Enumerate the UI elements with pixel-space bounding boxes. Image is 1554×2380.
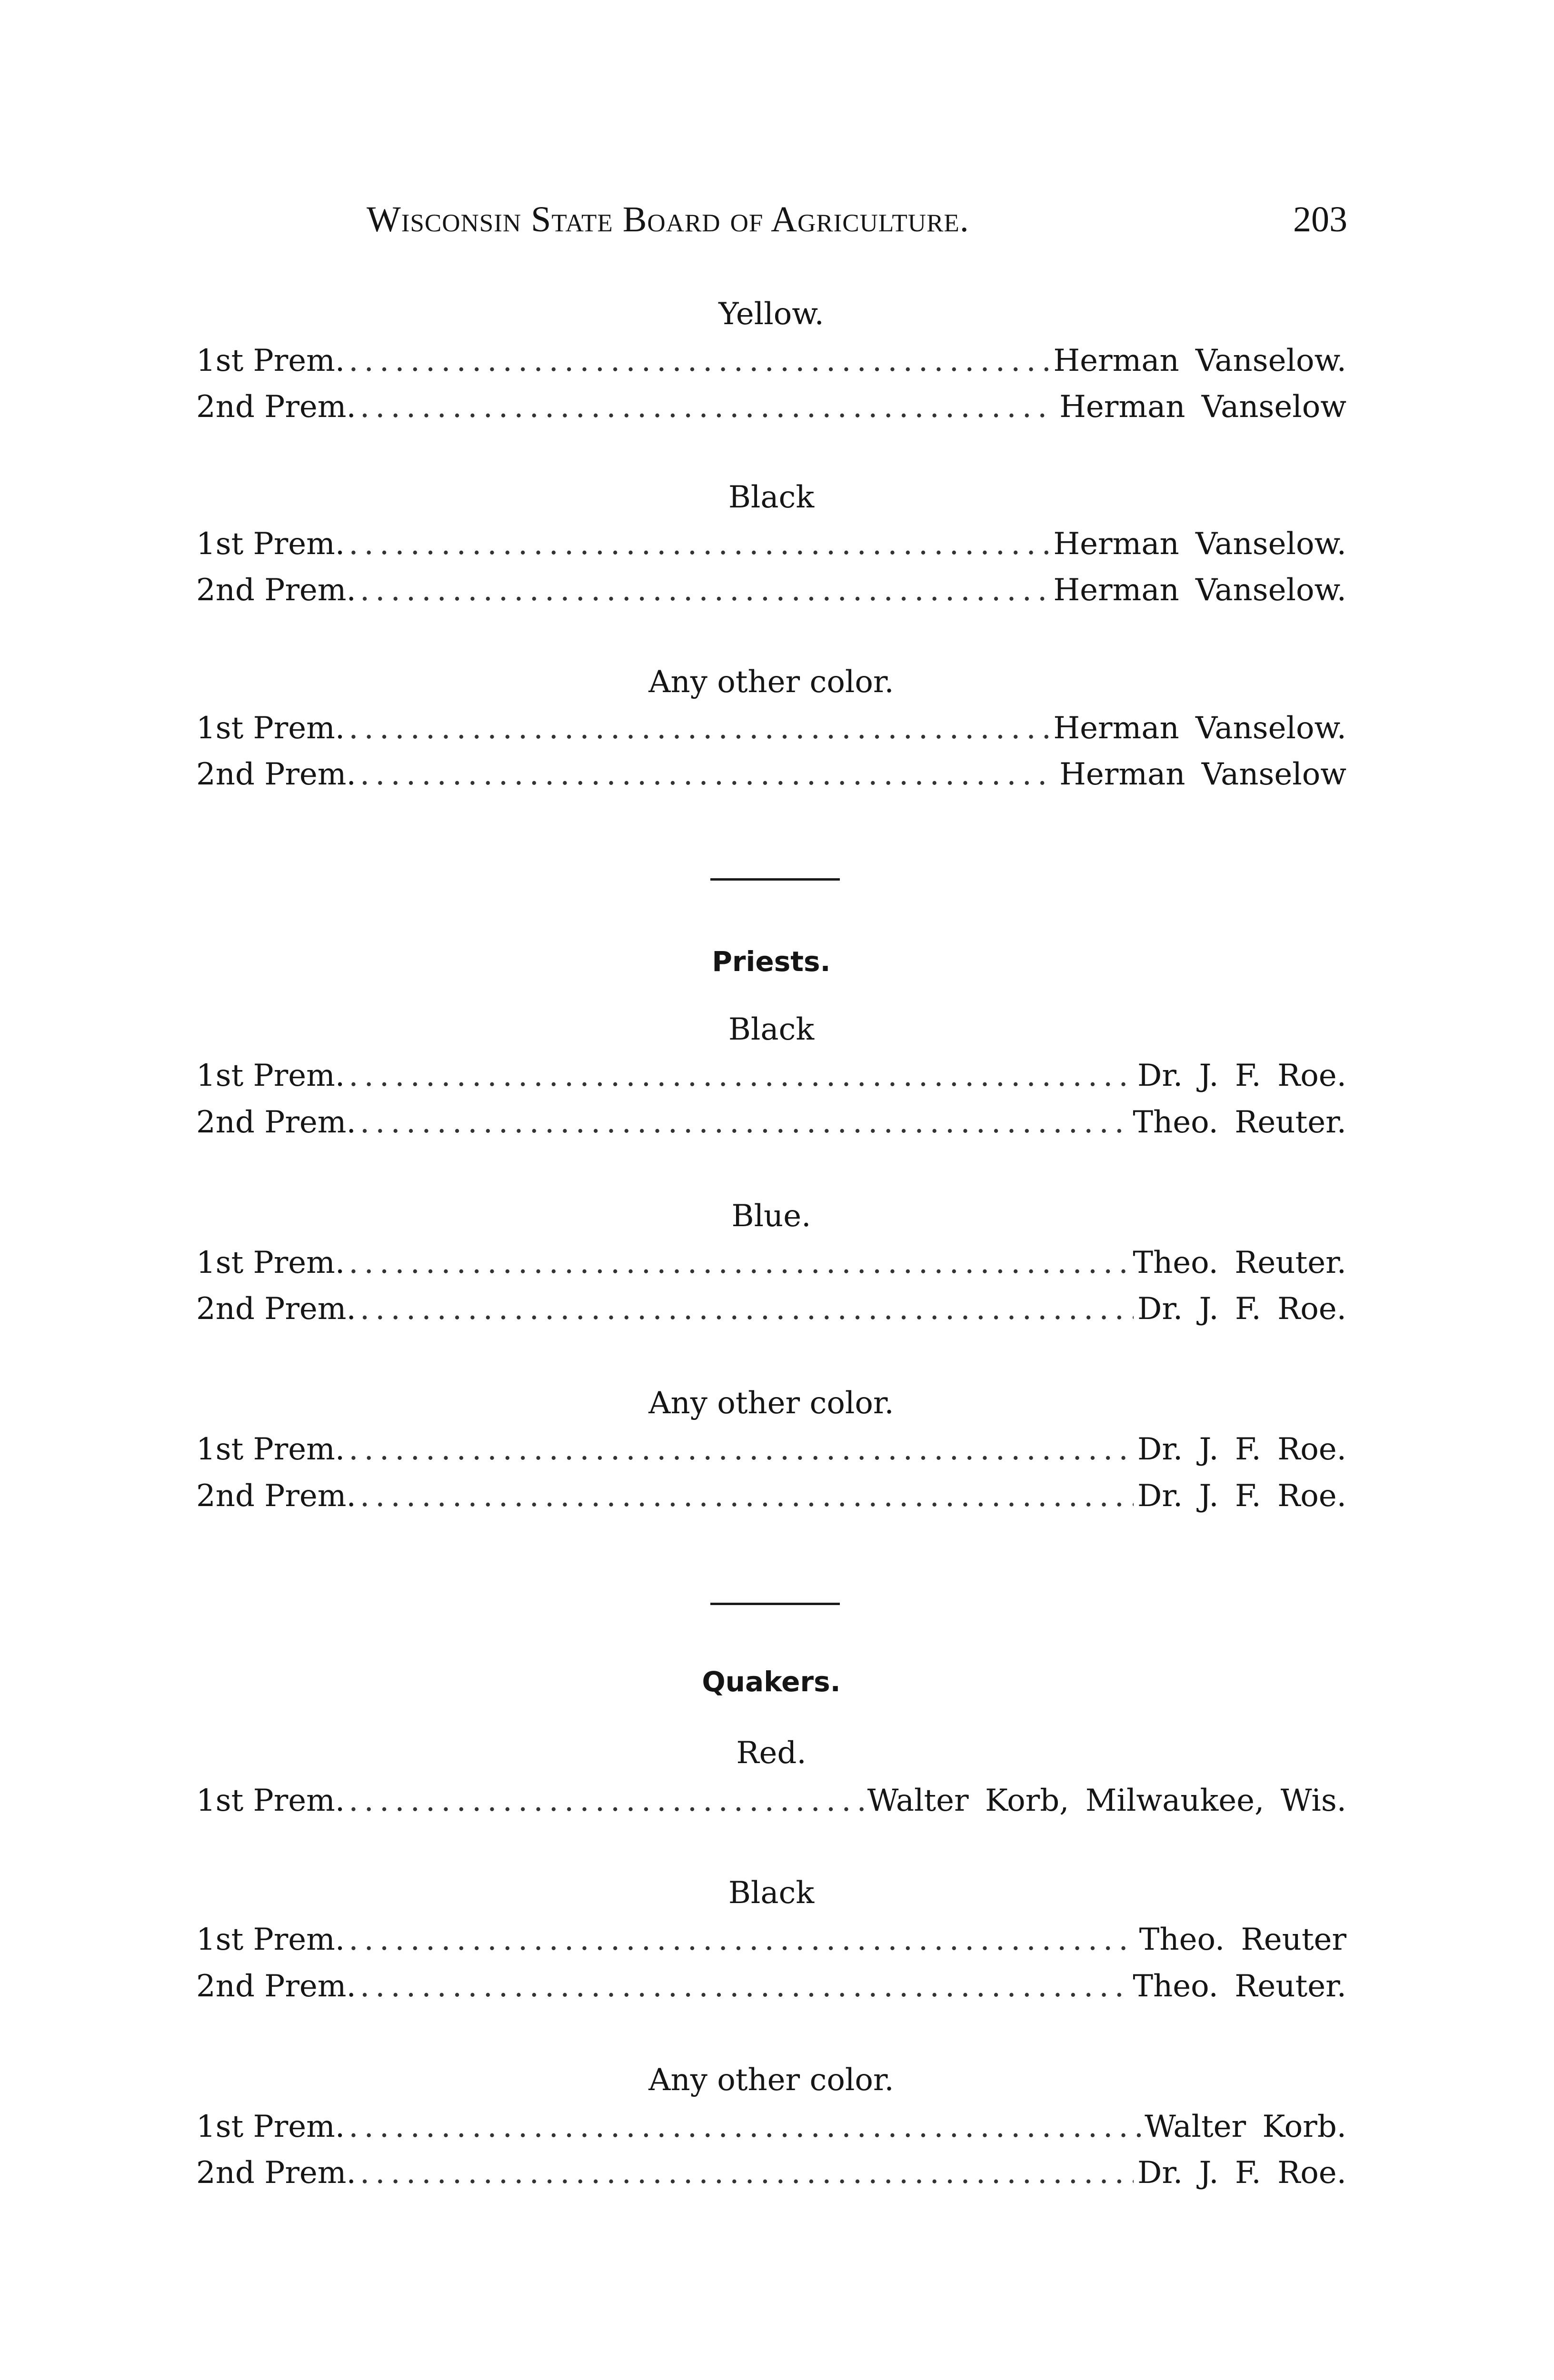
winner-name: Herman Vanselow: [1059, 757, 1346, 792]
section-divider: [710, 878, 840, 881]
winner-name: Dr. J. F. Roe.: [1137, 1058, 1346, 1093]
entry-row: [196, 2152, 1346, 2194]
entry-row: [196, 2105, 1346, 2148]
dot-leader: [349, 1428, 1134, 1471]
dot-leader: [349, 707, 1049, 750]
entry-row: [196, 386, 1346, 428]
subheading-red: Red.: [736, 1735, 807, 1771]
entry-row: [196, 569, 1346, 612]
premium-label: 1st Prem.: [196, 711, 345, 746]
entry-row: [196, 523, 1346, 565]
winner-name: Theo. Reuter.: [1133, 1245, 1346, 1280]
subheading-black: Black: [728, 480, 815, 515]
dot-leader: [349, 523, 1049, 565]
dot-leader: [349, 339, 1049, 382]
premium-label: 2nd Prem.: [196, 757, 356, 792]
dot-leader: [360, 753, 1056, 796]
premium-label: 1st Prem.: [196, 1783, 345, 1818]
dot-leader: [360, 386, 1056, 428]
page-number: 203: [1293, 199, 1347, 239]
entry-row: [196, 1779, 1346, 1822]
premium-label: 1st Prem.: [196, 1922, 345, 1957]
entry-row: [196, 707, 1346, 750]
dot-leader: [360, 1288, 1134, 1330]
dot-leader: [360, 1475, 1134, 1517]
winner-name: Dr. J. F. Roe.: [1137, 1291, 1346, 1327]
dot-leader: [360, 2152, 1134, 2194]
winner-name: Herman Vanselow.: [1053, 573, 1346, 608]
winner-name: Dr. J. F. Roe.: [1137, 2155, 1346, 2191]
subheading-blue: Blue.: [731, 1199, 811, 1234]
entry-row: [196, 1428, 1346, 1471]
winner-name: Dr. J. F. Roe.: [1137, 1432, 1346, 1467]
running-header: [367, 199, 1347, 251]
dot-leader: [360, 1101, 1129, 1144]
premium-label: 2nd Prem.: [196, 573, 356, 608]
subheading-yellow: Yellow.: [718, 297, 824, 332]
entry-row: [196, 1918, 1346, 1961]
header-title-text: Wisconsin State Board of Agriculture.: [367, 199, 969, 239]
winner-name: Dr. J. F. Roe.: [1137, 1478, 1346, 1514]
dot-leader: [349, 1241, 1129, 1284]
winner-name: Herman Vanselow.: [1053, 343, 1346, 378]
premium-label: 2nd Prem.: [196, 1969, 356, 2004]
premium-label: 2nd Prem.: [196, 389, 356, 425]
premium-label: 2nd Prem.: [196, 1478, 356, 1514]
entry-row: [196, 1101, 1346, 1144]
subheading-any-other-color: Any other color.: [648, 664, 894, 700]
premium-label: 2nd Prem.: [196, 1291, 356, 1327]
dot-leader: [349, 1918, 1135, 1961]
winner-name: Theo. Reuter: [1139, 1922, 1346, 1957]
breed-heading-quakers: Quakers.: [702, 1666, 841, 1698]
breed-heading-priests: Priests.: [712, 945, 831, 978]
premium-label: 1st Prem.: [196, 526, 345, 562]
section-divider: [710, 1603, 840, 1605]
entry-row: [196, 339, 1346, 382]
winner-name: Herman Vanselow: [1059, 389, 1346, 425]
dot-leader: [349, 1779, 863, 1822]
premium-label: 1st Prem.: [196, 1432, 345, 1467]
premium-label: 1st Prem.: [196, 1058, 345, 1093]
premium-label: 1st Prem.: [196, 2109, 345, 2144]
dot-leader: [349, 1054, 1134, 1097]
entry-row: [196, 1054, 1346, 1097]
winner-name: Herman Vanselow.: [1053, 711, 1346, 746]
entry-row: [196, 753, 1346, 796]
winner-name: Walter Korb, Milwaukee, Wis.: [867, 1783, 1346, 1818]
entry-row: [196, 1475, 1346, 1517]
dot-leader: [360, 1965, 1129, 2008]
entry-row: [196, 1965, 1346, 2008]
premium-label: 1st Prem.: [196, 1245, 345, 1280]
entry-row: [196, 1288, 1346, 1330]
subheading-black: Black: [728, 1875, 815, 1911]
winner-name: Walter Korb.: [1145, 2109, 1346, 2144]
winner-name: Herman Vanselow.: [1053, 526, 1346, 562]
dot-leader: [360, 569, 1050, 612]
winner-name: Theo. Reuter.: [1133, 1105, 1346, 1140]
premium-label: 1st Prem.: [196, 343, 345, 378]
subheading-black: Black: [728, 1012, 815, 1047]
header-title: [367, 199, 969, 240]
premium-label: 2nd Prem.: [196, 2155, 356, 2191]
dot-leader: [349, 2105, 1141, 2148]
entry-row: [196, 1241, 1346, 1284]
subheading-any-other-color: Any other color.: [648, 1386, 894, 1421]
premium-label: 2nd Prem.: [196, 1105, 356, 1140]
subheading-any-other-color: Any other color.: [648, 2063, 894, 2098]
winner-name: Theo. Reuter.: [1133, 1969, 1346, 2004]
